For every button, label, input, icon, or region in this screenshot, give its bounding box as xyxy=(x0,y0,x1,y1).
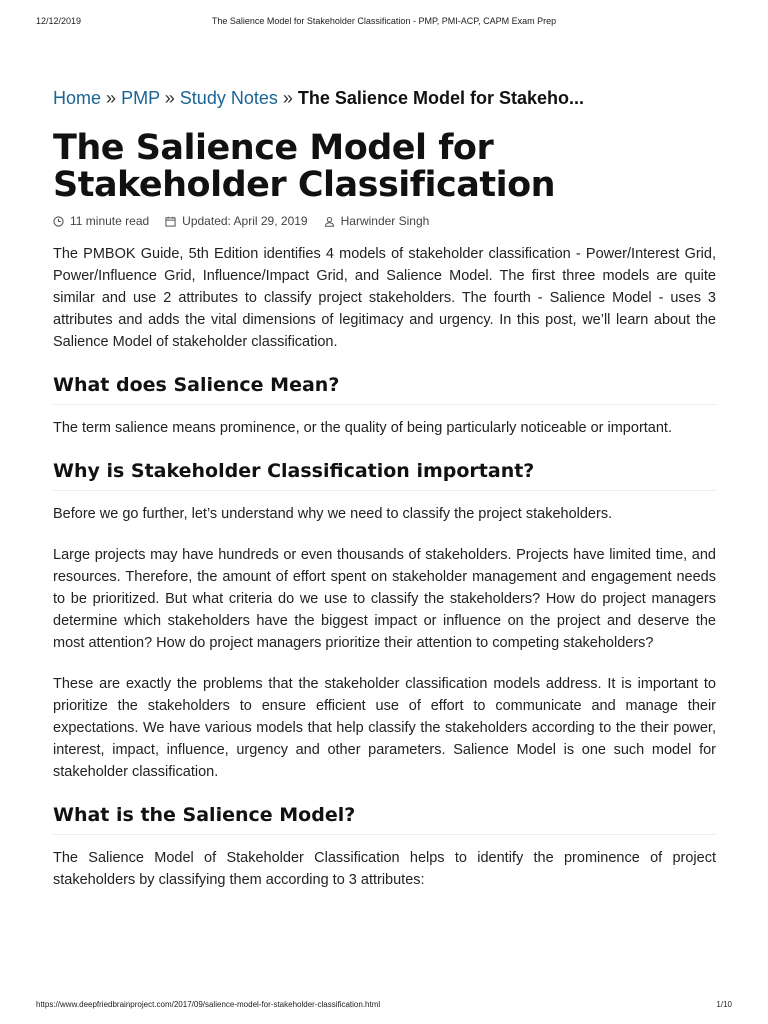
updated-date xyxy=(165,214,307,228)
paragraph: The term salience means prominence, or the quality of being particularly noticeable or important. xyxy=(53,420,672,436)
paragraph: Large projects may have hundreds or even thousands of stakeholders. Projects have limited time, and resources. Therefore, the amount of effort spent on stakeholder management and engagement needs to be prioritized. But what criteria do we use to classify the stakeholders? How do project managers determine which stakeholders have the biggest impact or influence on the project and deserve the most attention? How do project managers prioritize their attention to competing stakeholders? xyxy=(53,547,716,651)
paragraph: Before we go further, let’s understand why we need to classify the project stakeholders. xyxy=(53,506,613,522)
print-url: https://www.deepfriedbrainproject.com/2017/09/salience-model-for-stakeholder-classification.html xyxy=(36,1000,381,1009)
section-heading-salience-model: What is the Salience Model? xyxy=(53,802,716,835)
section-heading-why-classification: Why is Stakeholder Classification important? xyxy=(53,458,716,491)
author xyxy=(324,214,430,228)
breadcrumb-pmp-link[interactable]: PMP xyxy=(121,88,160,108)
print-date: 12/12/2019 xyxy=(36,16,82,26)
print-title: The Salience Model for Stakeholder Classification - PMP, PMI-ACP, CAPM Exam Prep xyxy=(211,16,557,26)
breadcrumb-separator: » xyxy=(106,88,117,108)
page-number: 1/10 xyxy=(716,1000,732,1009)
breadcrumb-separator: » xyxy=(164,88,175,108)
breadcrumb-home-link[interactable]: Home xyxy=(53,88,102,108)
page-title: The Salience Model for Stakeholder Classification xyxy=(53,128,556,205)
paragraph: These are exactly the problems that the stakeholder classification models address. It is important to prioritize the stakeholders to ensure efficient use of effort to communicate and manage their expectations. We have various models that help classify the stakeholders according to the their power, interest, impact, influence, urgency and other parameters. Salience Model is one such model for stakeholder classification. xyxy=(53,676,716,780)
paragraph: The Salience Model of Stakeholder Classification helps to identify the prominence of project stakeholders by classifying them according to 3 attributes: xyxy=(53,850,716,888)
calendar-icon xyxy=(165,216,176,227)
breadcrumb-separator: » xyxy=(282,88,293,108)
print-footer xyxy=(36,1000,732,1012)
print-header xyxy=(36,16,732,28)
section-heading-salience-meaning: What does Salience Mean? xyxy=(53,372,716,405)
user-icon xyxy=(324,216,335,227)
read-time-label: 11 minute read xyxy=(70,214,150,228)
breadcrumb-study-notes-link[interactable]: Study Notes xyxy=(179,88,278,108)
clock-icon xyxy=(53,216,64,227)
breadcrumb xyxy=(53,84,716,112)
intro-paragraph: The PMBOK Guide, 5th Edition identifies 4 models of stakeholder classification - Power/Interest Grid, Power/Influence Grid, Influence/Impact Grid, and Salience Model. The first three models are quite similar and use 2 attributes to classify project stakeholders. The fourth - Salience Model - uses 3 attributes and adds the vital dimensions of legitimacy and urgency. In this post, we’ll learn about the Salience Model of stakeholder classification. xyxy=(53,246,716,350)
read-time xyxy=(53,214,149,228)
article-meta xyxy=(53,212,716,230)
updated-date-label: Updated: April 29, 2019 xyxy=(182,214,308,228)
breadcrumb-current: The Salience Model for Stakeho... xyxy=(297,88,584,108)
author-name[interactable]: Harwinder Singh xyxy=(340,214,430,228)
article-content xyxy=(53,84,716,891)
